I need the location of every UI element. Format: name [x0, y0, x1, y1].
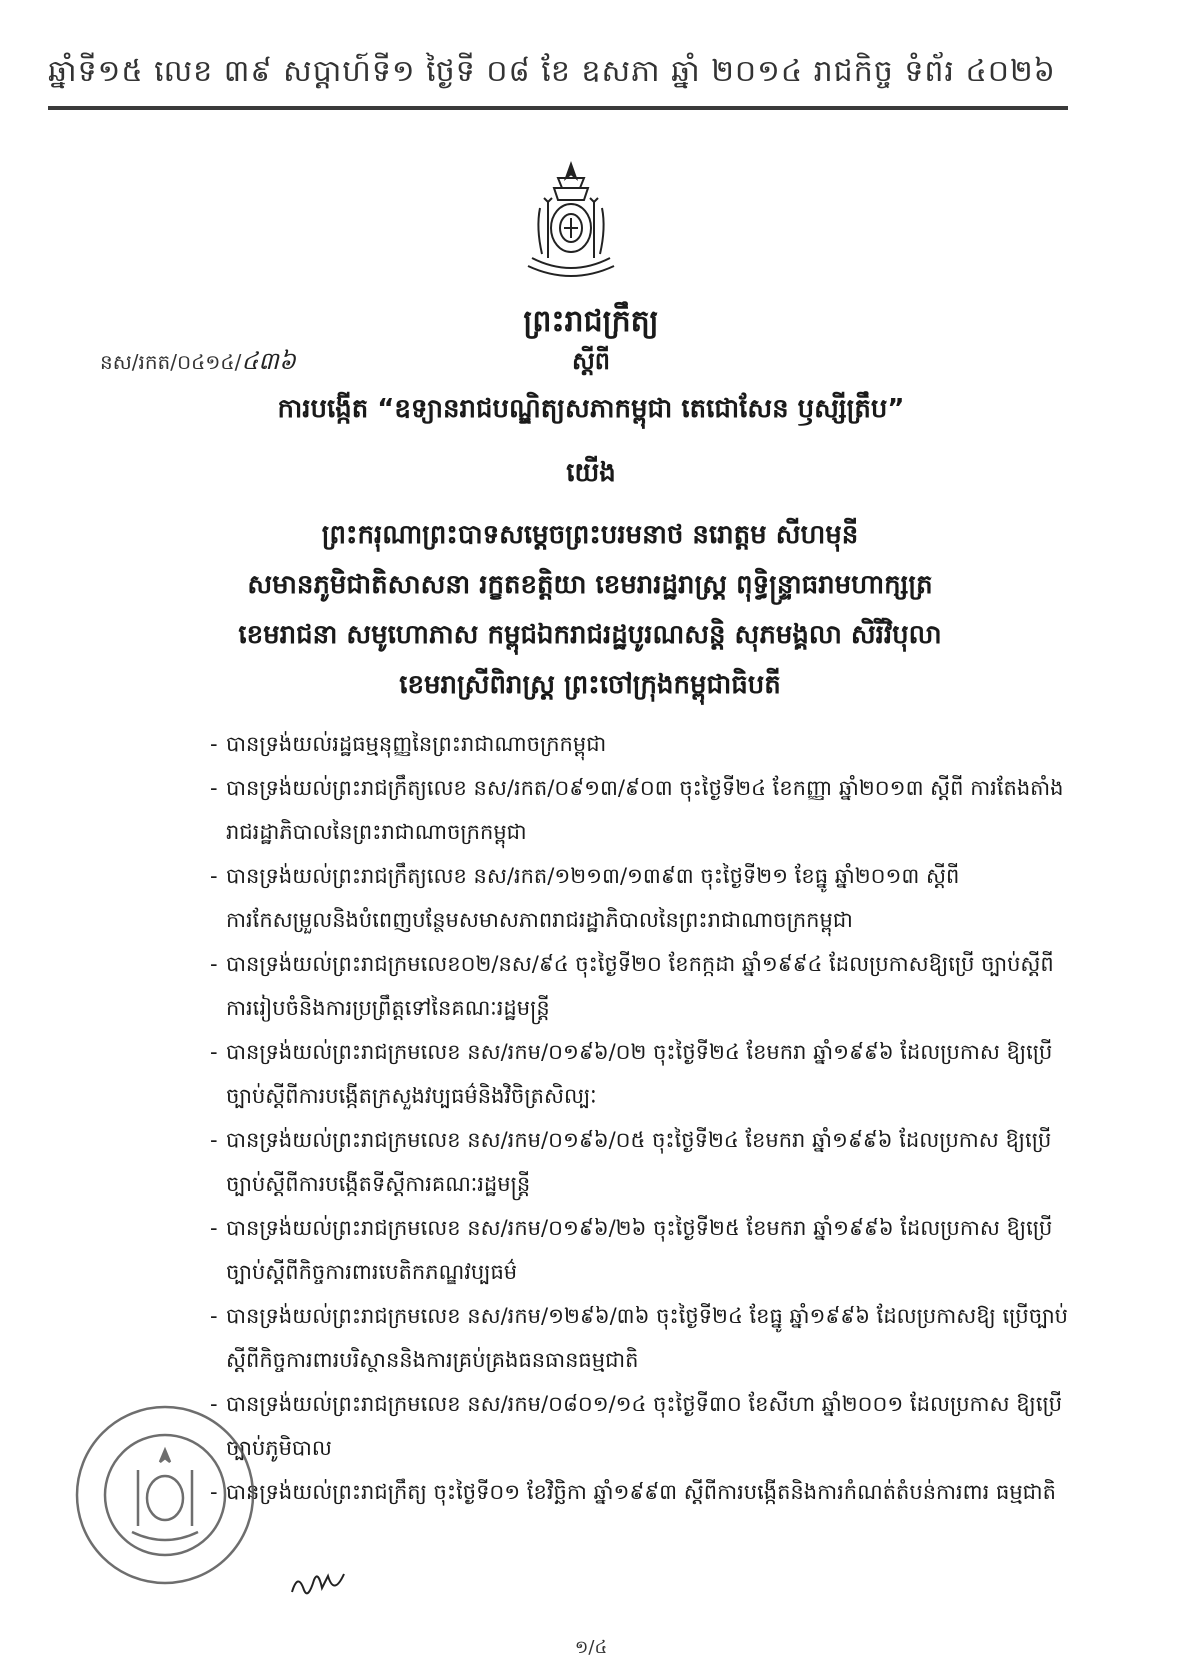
preamble-text: បានទ្រង់យល់ព្រះរាជក្រឹត្យលេខ នស/រកត/០៩១៣/៩០៣ ចុះថ្ងៃទី២៤ ខែកញ្ញា ឆ្នាំ២០១៣ ស្តីពី ការតែងតាំងរាជរដ្ឋាភិបាលនៃព្រះរាជាណាចក្រកម្ពុជា: [226, 776, 1064, 844]
we-label: យើង: [566, 458, 616, 488]
royal-title-line: ខេមរាស្រីពិរាស្ត្រ ព្រះចៅក្រុងកម្ពុជាធិបតី: [399, 670, 781, 700]
preamble-item: [210, 1030, 1070, 1118]
decree-subject: ការបង្កើត “ឧទ្យានរាជបណ្ឌិត្យសភាកម្ពុជា តេជោសែន ឫស្សីត្រឹប”: [277, 394, 905, 424]
preamble-item: [210, 854, 1070, 942]
bullet-dash: -: [210, 1392, 218, 1416]
gazette-header: ឆ្នាំទី១៥ លេខ ៣៩ សប្តាហ៍ទី១ ថ្ងៃទី ០៨ ខែ ឧសភា ឆ្នាំ ២០១៤ រាជកិច្ច ទំព័រ ៤០២៦: [48, 54, 1056, 89]
decree-title: ព្រះរាជក្រឹត្យ: [523, 304, 659, 339]
preamble-item: [210, 1470, 1070, 1514]
preamble-text: បានទ្រង់យល់ព្រះរាជក្រមលេខ នស/រកម/១២៩៦/៣៦ ចុះថ្ងៃទី២៤ ខែធ្នូ ឆ្នាំ១៩៩៦ ដែលប្រកាសឱ្យ ប្រើច្បាប់ស្តីពីកិច្ចការពារបរិស្ថាននិងការគ្រប់គ្រងធនធានធម្មជាតិ: [226, 1304, 1069, 1372]
preamble-text: បានទ្រង់យល់ព្រះរាជក្រមលេខ០២/នស/៩៤ ចុះថ្ងៃទី២០ ខែកក្កដា ឆ្នាំ១៩៩៤ ដែលប្រកាសឱ្យប្រើ ច្បាប់ស្តីពីការរៀបចំនិងការប្រព្រឹត្តទៅនៃគណៈរដ្ឋមន្ត្រី: [226, 952, 1054, 1020]
bullet-dash: -: [210, 732, 218, 756]
preamble-text: បានទ្រង់យល់ព្រះរាជក្រមលេខ នស/រកម/០១៩៦/០៥ ចុះថ្ងៃទី២៤ ខែមករា ឆ្នាំ១៩៩៦ ដែលប្រកាស ឱ្យប្រើច្បាប់ស្តីពីការបង្កើតទីស្តីការគណៈរដ្ឋមន្ត្រី: [226, 1128, 1052, 1196]
preamble-text: បានទ្រង់យល់ព្រះរាជក្រមលេខ នស/រកម/០៨០១/១៤ ចុះថ្ងៃទី៣០ ខែសីហា ឆ្នាំ២០០១ ដែលប្រកាស ឱ្យប្រើច្បាប់ភូមិបាល: [226, 1392, 1063, 1460]
royal-title-line: ខេមរាជនា សមូហោភាស កម្ពុជឯករាជរដ្ឋបូរណសន្តិ សុភមង្គលា សិរីវិបុលា: [238, 620, 942, 650]
header-rule: [48, 106, 1068, 110]
preamble-item: [210, 1206, 1070, 1294]
preamble-text: បានទ្រង់យល់ព្រះរាជក្រមលេខ នស/រកម/០១៩៦/២៦ ចុះថ្ងៃទី២៥ ខែមករា ឆ្នាំ១៩៩៦ ដែលប្រកាស ឱ្យប្រើច្បាប់ស្តីពីកិច្ចការពារបេតិកភណ្ឌវប្បធម៌: [226, 1216, 1053, 1284]
bullet-dash: -: [210, 1216, 218, 1240]
decree-number-printed: នស/រកត/០៤១៤/: [100, 350, 242, 374]
royal-title-line: ព្រះករុណាព្រះបាទសម្តេចព្រះបរមនាថ នរោត្តម សីហមុនី: [321, 520, 859, 550]
royal-title-line: សមានភូមិជាតិសាសនា រក្ខតខត្តិយា ខេមរារដ្ឋរាស្ត្រ ពុទ្ធិន្រ្ទាធរាមហាក្សត្រ: [247, 570, 933, 600]
bullet-dash: -: [210, 864, 218, 888]
royal-title: [90, 510, 1090, 710]
bullet-dash: -: [210, 1128, 218, 1152]
bullet-dash: -: [210, 952, 218, 976]
about-label: ស្តីពី: [571, 347, 611, 375]
bullet-dash: -: [210, 1304, 218, 1328]
preamble-list: [210, 722, 1070, 1514]
preamble-item: [210, 766, 1070, 854]
preamble-text: បានទ្រង់យល់រដ្ឋធម្មនុញ្ញនៃព្រះរាជាណាចក្រកម្ពុជា: [226, 732, 607, 756]
bullet-dash: -: [210, 776, 218, 800]
page-number: ១/៤: [574, 1637, 608, 1658]
preamble-text: បានទ្រង់យល់ព្រះរាជក្រឹត្យ ចុះថ្ងៃទី០១ ខែវិច្ឆិកា ឆ្នាំ១៩៩៣ ស្តីពីការបង្កើតនិងការកំណត់តំបន់ការពារ ធម្មជាតិ: [226, 1480, 1057, 1504]
bullet-dash: -: [210, 1040, 218, 1064]
preamble-item: [210, 1294, 1070, 1382]
decree-number-handwritten: ៤៣៦: [241, 347, 296, 375]
preamble-item: [210, 722, 1070, 766]
preamble-text: បានទ្រង់យល់ព្រះរាជក្រមលេខ នស/រកម/០១៩៦/០២ ចុះថ្ងៃទី២៤ ខែមករា ឆ្នាំ១៩៩៦ ដែលប្រកាស ឱ្យប្រើច្បាប់ស្តីពីការបង្កើតក្រសួងវប្បធម៌និងវិចិត្រសិល្បៈ: [226, 1040, 1053, 1108]
signature-icon: [288, 1566, 348, 1602]
preamble-text: បានទ្រង់យល់ព្រះរាជក្រឹត្យលេខ នស/រកត/១២១៣/១៣៩៣ ចុះថ្ងៃទី២១ ខែធ្នូ ឆ្នាំ២០១៣ ស្តីពី ការកែសម្រួលនិងបំពេញបន្ថែមសមាសភាពរាជរដ្ឋាភិបាលនៃព្រះរាជាណាចក្រកម្ពុជា: [226, 864, 960, 932]
official-seal-icon: [70, 1400, 260, 1590]
preamble-item: [210, 1382, 1070, 1470]
bullet-dash: -: [210, 1480, 218, 1504]
preamble-item: [210, 942, 1070, 1030]
preamble-item: [210, 1118, 1070, 1206]
royal-emblem-icon: [510, 158, 632, 288]
